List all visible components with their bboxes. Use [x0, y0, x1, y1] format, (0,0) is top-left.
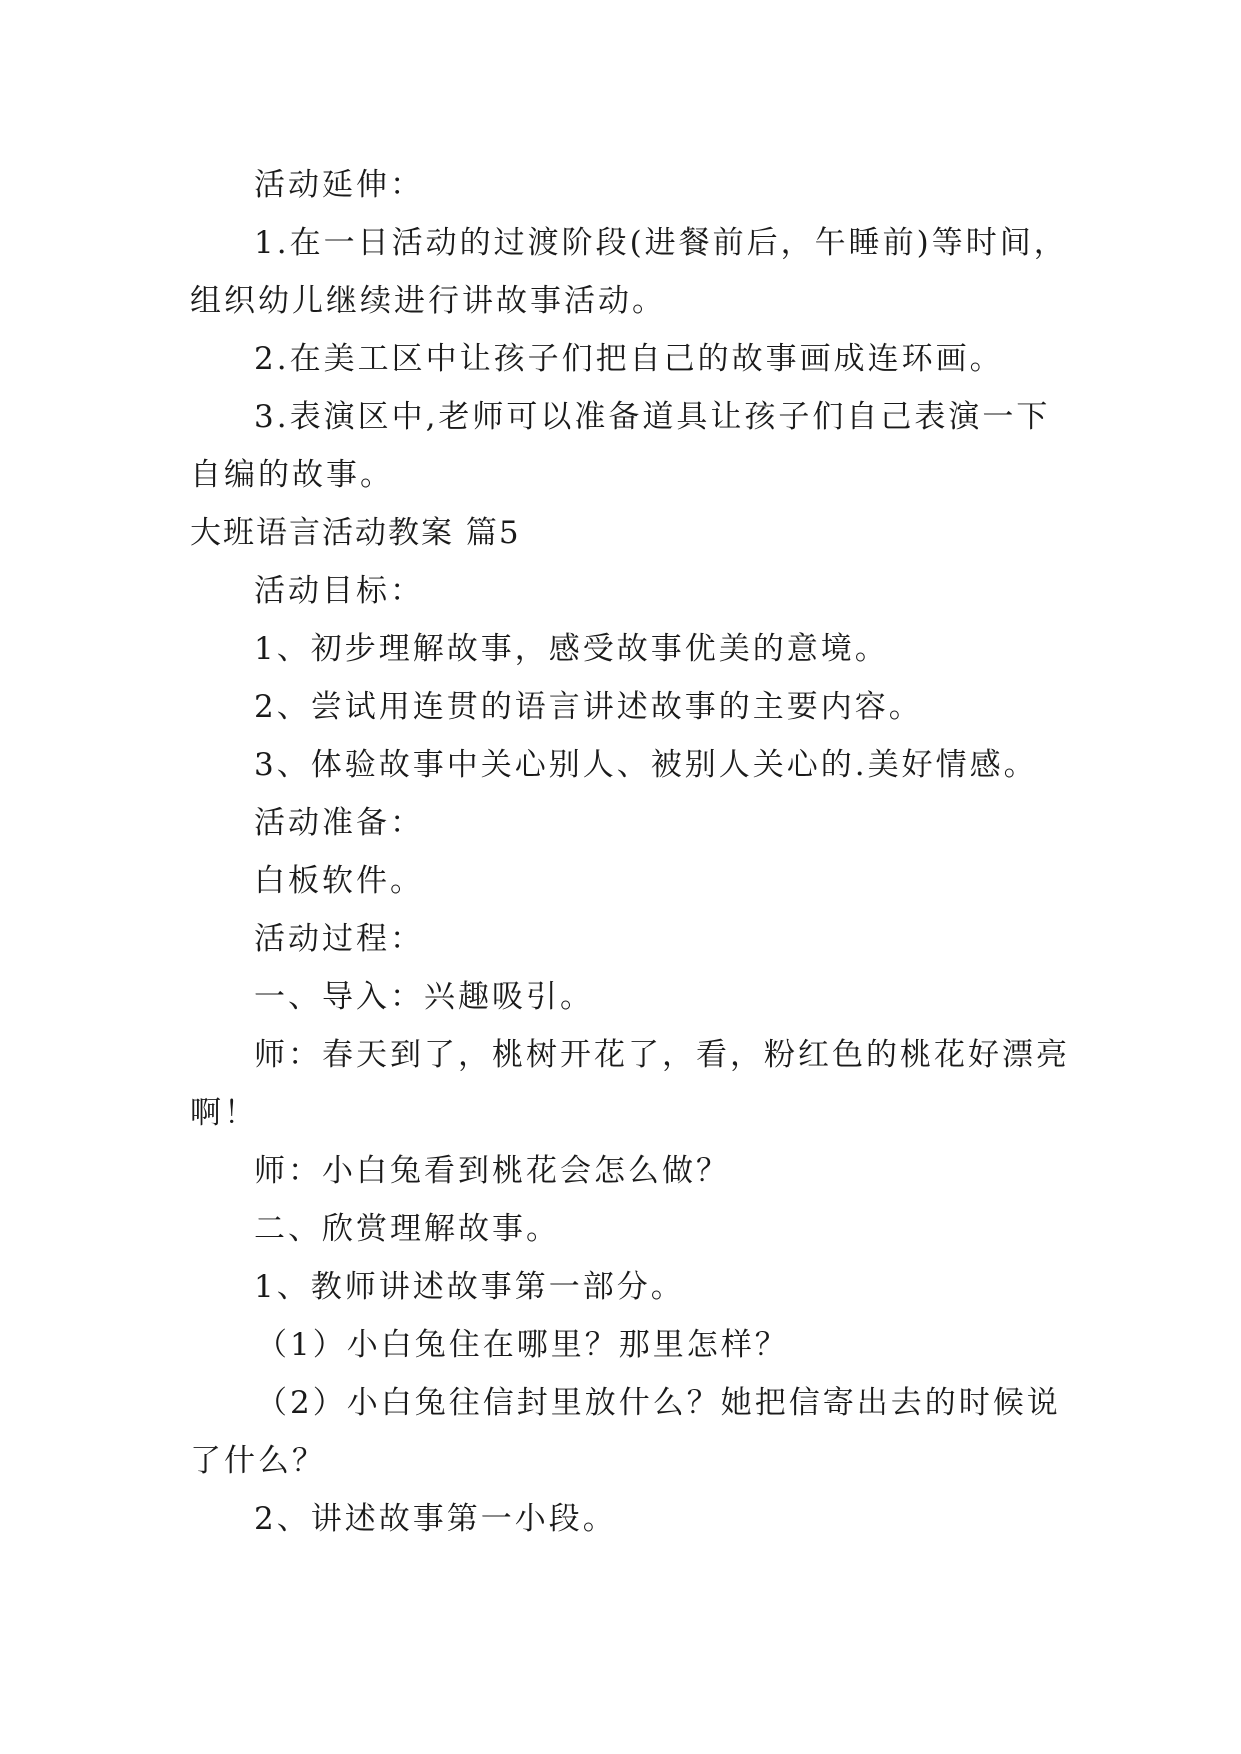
section-heading: 大班语言活动教案 篇5	[190, 515, 521, 551]
paragraph-line: 了什么？	[190, 1443, 326, 1479]
paragraph-line: 1、初步理解故事，感受故事优美的意境。	[254, 631, 889, 667]
document-page	[190, 156, 1070, 1548]
paragraph-line: 二、欣赏理解故事。	[254, 1211, 560, 1247]
section-label-goals: 活动目标：	[254, 573, 424, 609]
paragraph-line: 师：春天到了，桃树开花了，看，粉红色的桃花好漂亮	[254, 1037, 1070, 1073]
paragraph-line: 3、体验故事中关心别人、被别人关心的.美好情感。	[254, 747, 1038, 783]
section-label-extension: 活动延伸：	[254, 167, 424, 203]
paragraph-line: （2）小白兔往信封里放什么？她把信寄出去的时候说	[256, 1385, 1061, 1421]
paragraph-line: （1）小白兔住在哪里？那里怎样？	[256, 1327, 789, 1363]
paragraph-line: 1、教师讲述故事第一部分。	[254, 1269, 685, 1305]
paragraph-line: 啊！	[190, 1095, 258, 1131]
section-label-process: 活动过程：	[254, 921, 424, 957]
paragraph-line: 白板软件。	[254, 863, 424, 899]
paragraph-line: 1.在一日活动的过渡阶段(进餐前后，午睡前)等时间，	[254, 225, 1068, 261]
paragraph-line: 3.表演区中,老师可以准备道具让孩子们自己表演一下	[254, 399, 1051, 435]
paragraph-line: 2、讲述故事第一小段。	[254, 1501, 617, 1537]
paragraph-line: 师：小白兔看到桃花会怎么做？	[254, 1153, 730, 1189]
paragraph-line: 组织幼儿继续进行讲故事活动。	[190, 283, 666, 319]
section-label-preparation: 活动准备：	[254, 805, 424, 841]
paragraph-line: 一、导入：兴趣吸引。	[254, 979, 594, 1015]
paragraph-line: 2、尝试用连贯的语言讲述故事的主要内容。	[254, 689, 923, 725]
paragraph-line: 自编的故事。	[190, 457, 394, 493]
paragraph-line: 2.在美工区中让孩子们把自己的故事画成连环画。	[254, 341, 1004, 377]
